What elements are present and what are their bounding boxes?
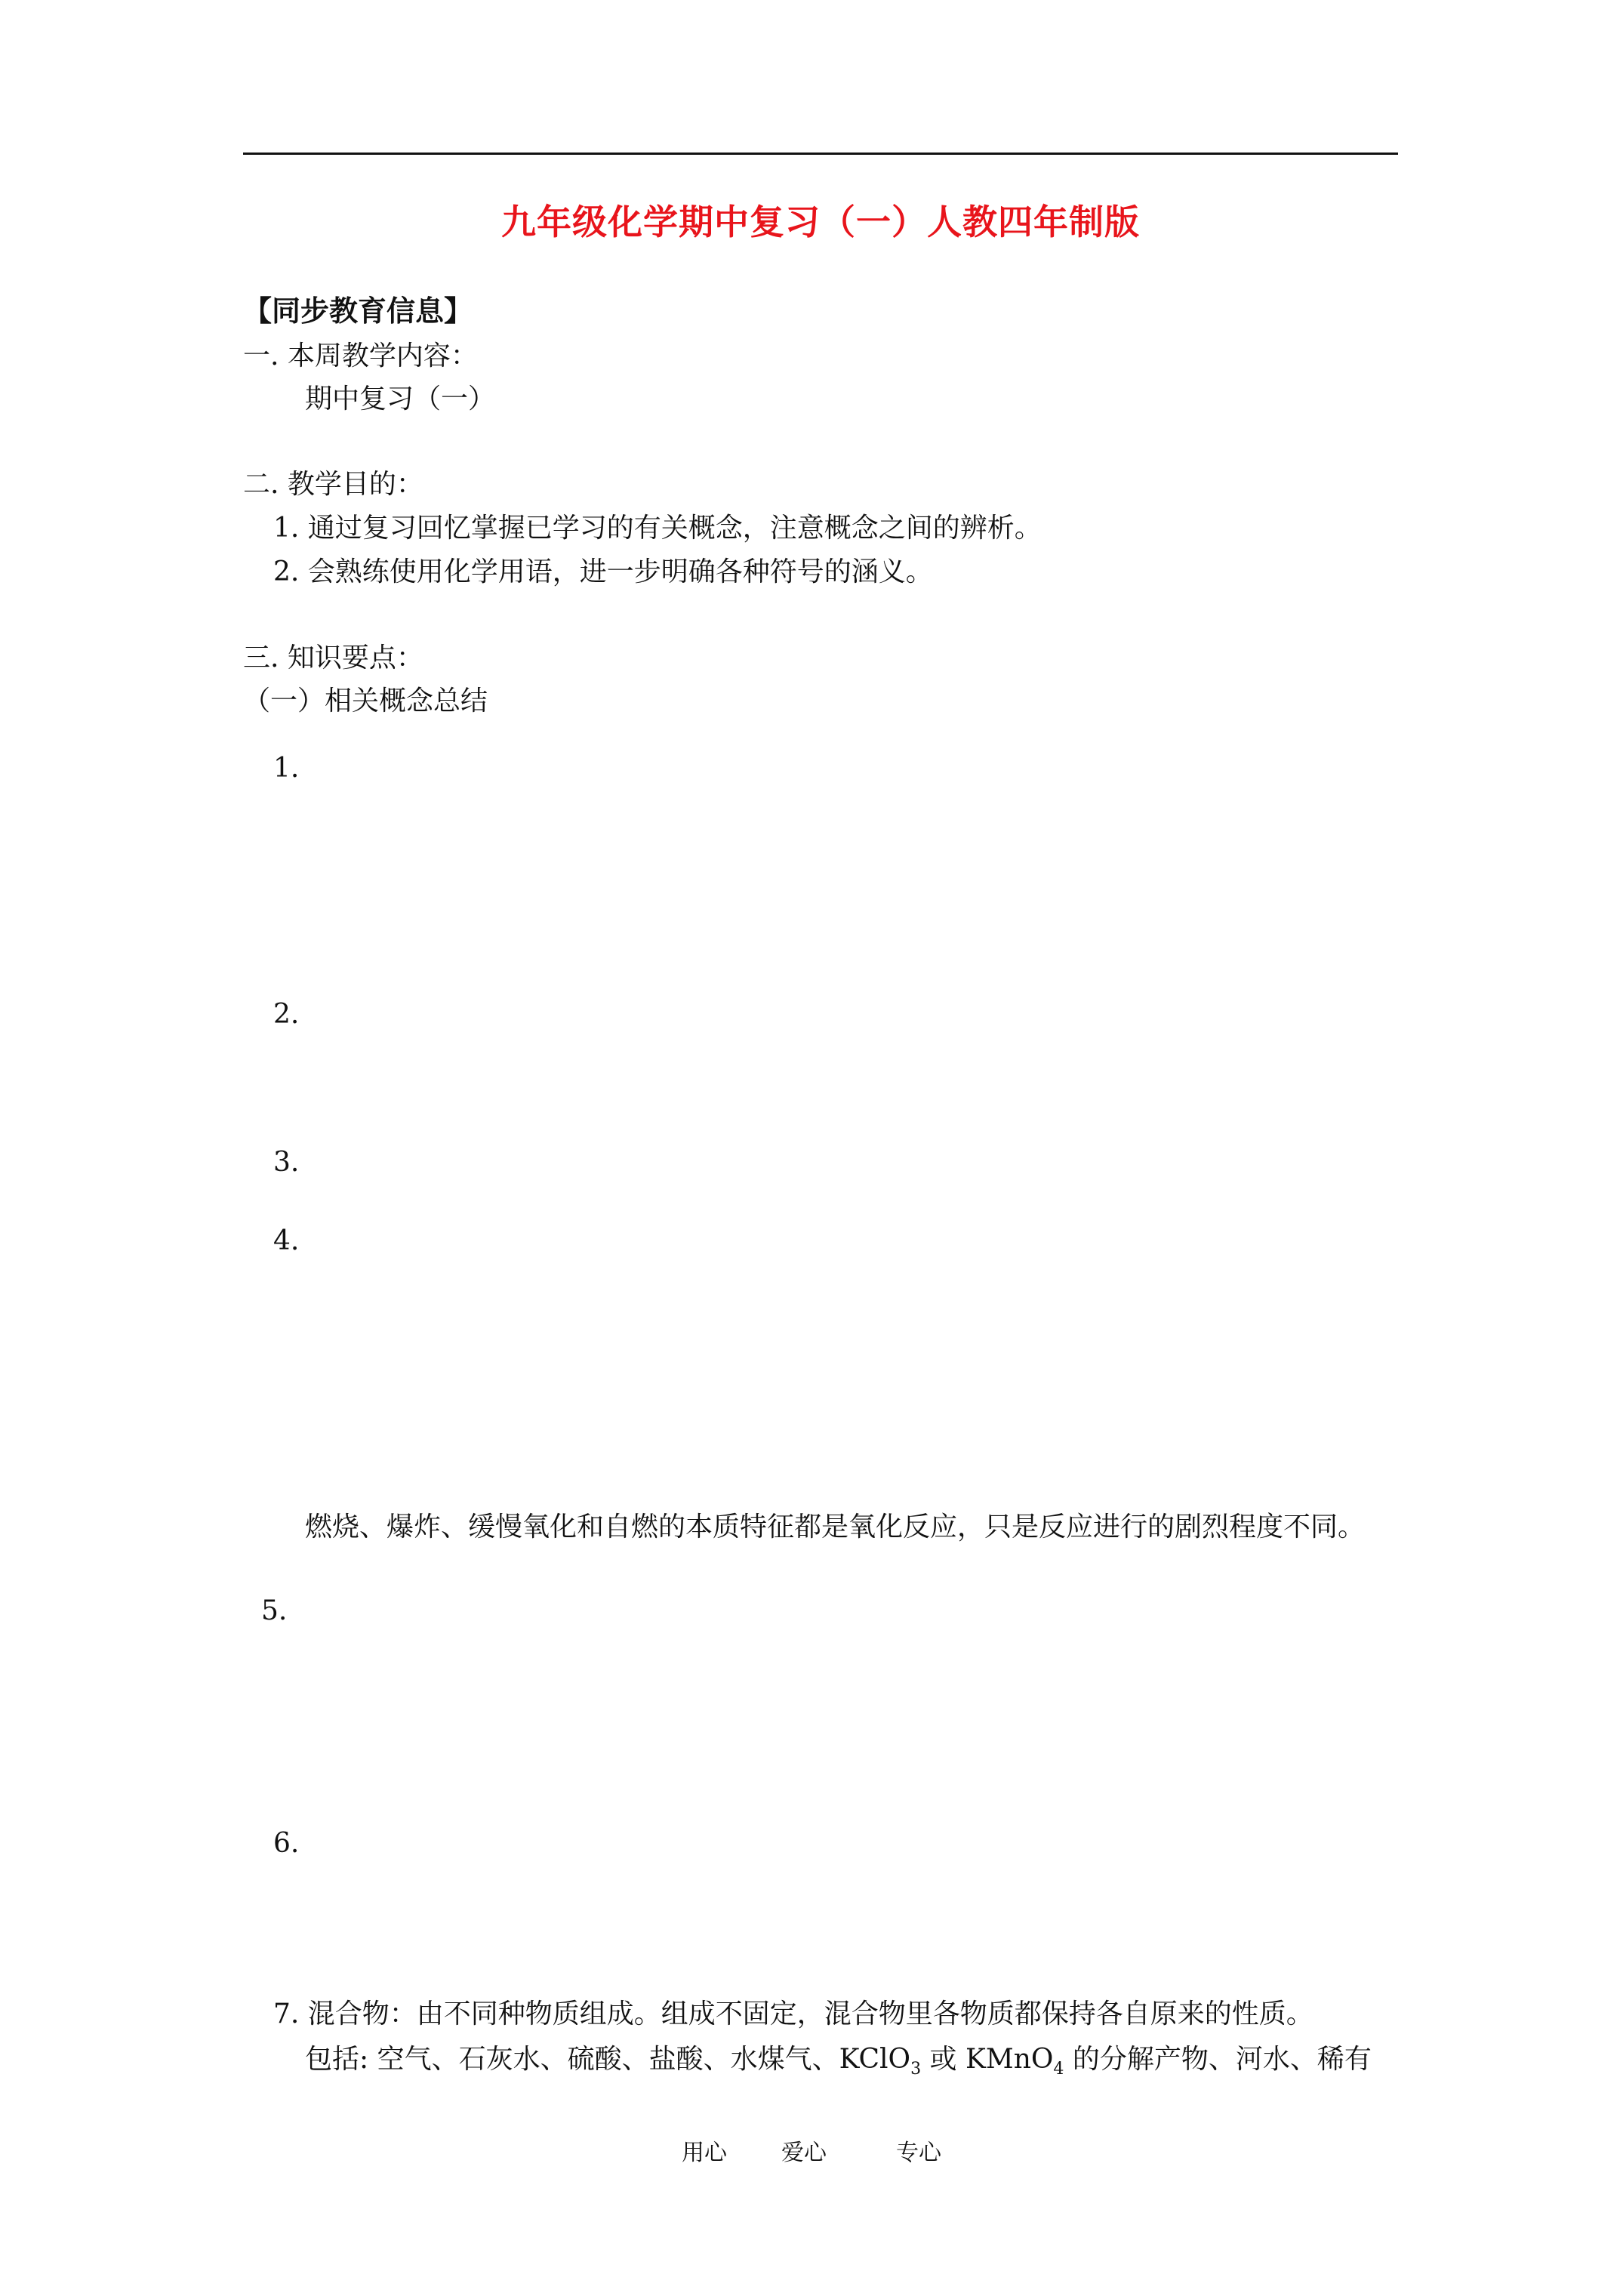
part2-item-2: 2. 会熟练使用化学用语，进一步明确各种符号的涵义。 (273, 556, 933, 587)
subscript-3: 3 (910, 2060, 922, 2079)
section-header: 【同步教育信息】 (243, 294, 473, 328)
mixture-examples-part-a: 包括: 空气、石灰水、硫酸、盐酸、水煤气、KClO (305, 2044, 911, 2075)
footer-text-2: 爱心 (781, 2140, 827, 2166)
concept-number-2: 2. (273, 999, 300, 1030)
concept-number-4: 4. (273, 1225, 300, 1256)
part3-heading: 三. 知识要点： (243, 643, 423, 673)
page-footer (0, 2134, 1623, 2167)
combustion-note: 燃烧、爆炸、缓慢氧化和自燃的本质特征都是氧化反应，只是反应进行的剧烈程度不同。 (305, 1512, 1366, 1542)
subscript-4: 4 (1053, 2060, 1064, 2079)
document-title: 九年级化学期中复习（一）人教四年制版 (501, 202, 1140, 242)
concept-number-5: 5. (261, 1595, 288, 1626)
concept-number-6: 6. (273, 1828, 300, 1859)
mixture-examples-part-c: 的分解产物、河水、稀有 (1064, 2044, 1372, 2075)
part3-subheading: （一）相关概念总结 (243, 686, 488, 717)
header-rule (243, 153, 1398, 155)
concept-number-3: 3. (273, 1147, 300, 1178)
footer-text-3: 专心 (896, 2140, 941, 2166)
concept-number-1: 1. (273, 753, 300, 784)
part2-heading: 二. 教学目的： (243, 469, 423, 500)
mixture-examples-part-b: 或 KMnO (921, 2044, 1054, 2075)
mixture-definition: 7. 混合物：由不同种物质组成。组成不固定，混合物里各物质都保持各自原来的性质。 (273, 1999, 1313, 2029)
mixture-examples (305, 2043, 1372, 2079)
part2-item-1: 1. 通过复习回忆掌握已学习的有关概念，注意概念之间的辨析。 (273, 513, 1042, 544)
part1-content: 期中复习（一） (305, 384, 496, 415)
footer-text-1: 用心 (682, 2140, 727, 2166)
part1-heading: 一. 本周教学内容： (243, 341, 478, 371)
